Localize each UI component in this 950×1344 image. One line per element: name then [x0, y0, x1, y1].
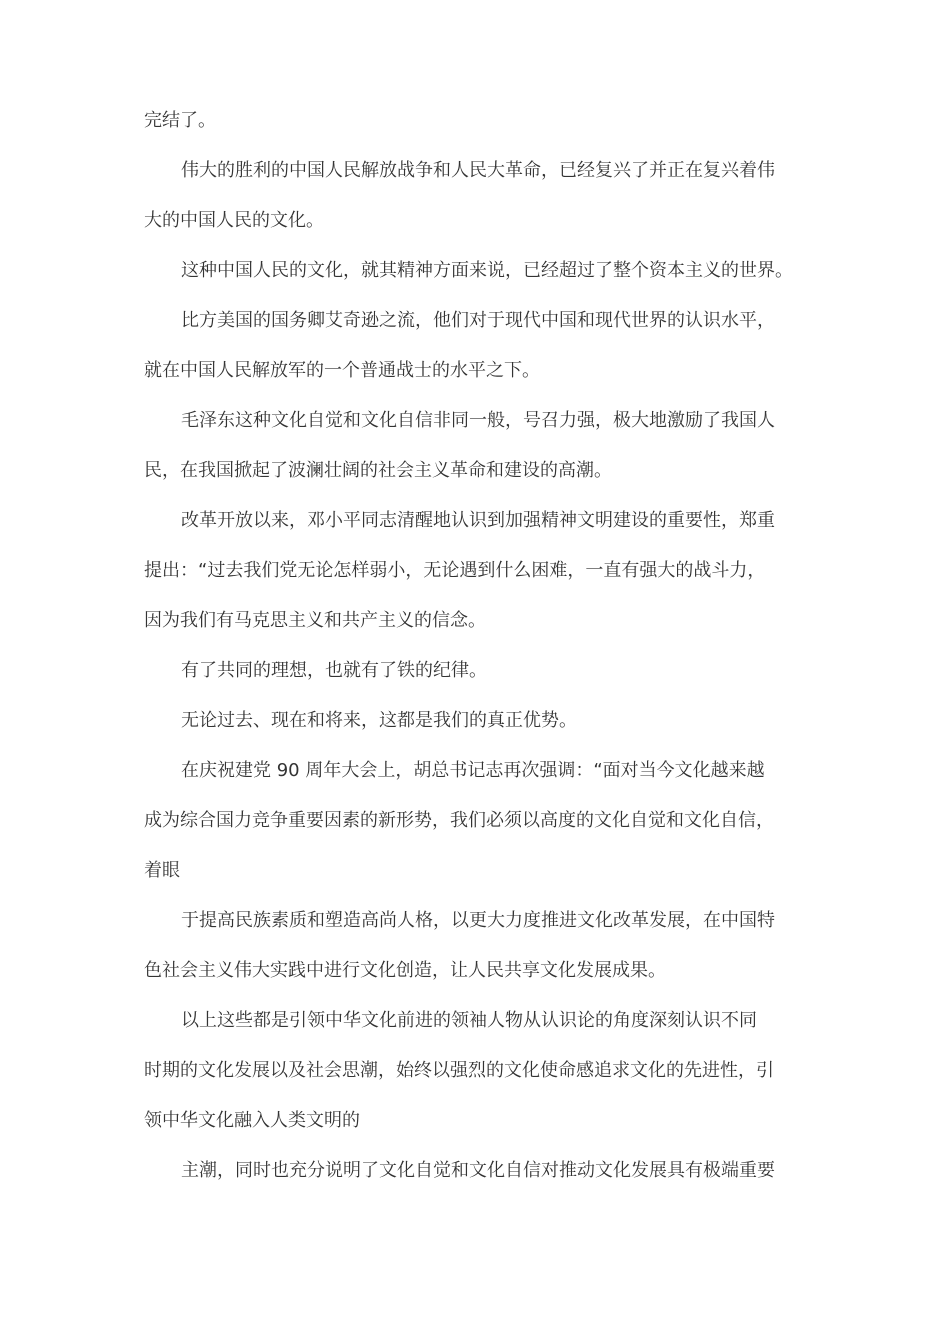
text-line: 着眼 [144, 860, 180, 881]
paragraph-start-line: 有了共同的理想，也就有了铁的纪律。 [181, 660, 487, 681]
text-line: 民，在我国掀起了波澜壮阔的社会主义革命和建设的高潮。 [144, 460, 612, 481]
paragraph-start-line: 伟大的胜利的中国人民解放战争和人民大革命，已经复兴了并正在复兴着伟 [181, 160, 775, 181]
paragraph-start-line: 毛泽东这种文化自觉和文化自信非同一般，号召力强，极大地激励了我国人 [181, 410, 775, 431]
text-line: 成为综合国力竞争重要因素的新形势，我们必须以高度的文化自觉和文化自信， [144, 810, 774, 831]
paragraph-start-line: 以上这些都是引领中华文化前进的领袖人物从认识论的角度深刻认识不同 [181, 1010, 757, 1031]
text-line: 大的中国人民的文化。 [144, 210, 324, 231]
text-line: 完结了。 [144, 110, 216, 131]
text-line: 就在中国人民解放军的一个普通战士的水平之下。 [144, 360, 540, 381]
paragraph-start-line: 比方美国的国务卿艾奇逊之流，他们对于现代中国和现代世界的认识水平， [181, 310, 775, 331]
text-line: 时期的文化发展以及社会思潮，始终以强烈的文化使命感追求文化的先进性，引 [144, 1060, 774, 1081]
paragraph-start-line: 无论过去、现在和将来，这都是我们的真正优势。 [181, 710, 577, 731]
text-line: 领中华文化融入人类文明的 [144, 1110, 360, 1131]
text-line: 提出：“过去我们党无论怎样弱小，无论遇到什么困难，一直有强大的战斗力， [144, 560, 766, 581]
paragraph-start-line: 改革开放以来，邓小平同志清醒地认识到加强精神文明建设的重要性，郑重 [181, 510, 775, 531]
paragraph-start-line: 这种中国人民的文化，就其精神方面来说，已经超过了整个资本主义的世界。 [181, 260, 793, 281]
paragraph-start-line: 于提高民族素质和塑造高尚人格，以更大力度推进文化改革发展，在中国特 [181, 910, 775, 931]
text-line: 因为我们有马克思主义和共产主义的信念。 [144, 610, 486, 631]
text-line: 色社会主义伟大实践中进行文化创造，让人民共享文化发展成果。 [144, 960, 666, 981]
paragraph-start-line: 在庆祝建党 90 周年大会上，胡总书记志再次强调：“面对当今文化越来越 [181, 760, 765, 781]
paragraph-start-line: 主潮，同时也充分说明了文化自觉和文化自信对推动文化发展具有极端重要 [181, 1160, 775, 1181]
